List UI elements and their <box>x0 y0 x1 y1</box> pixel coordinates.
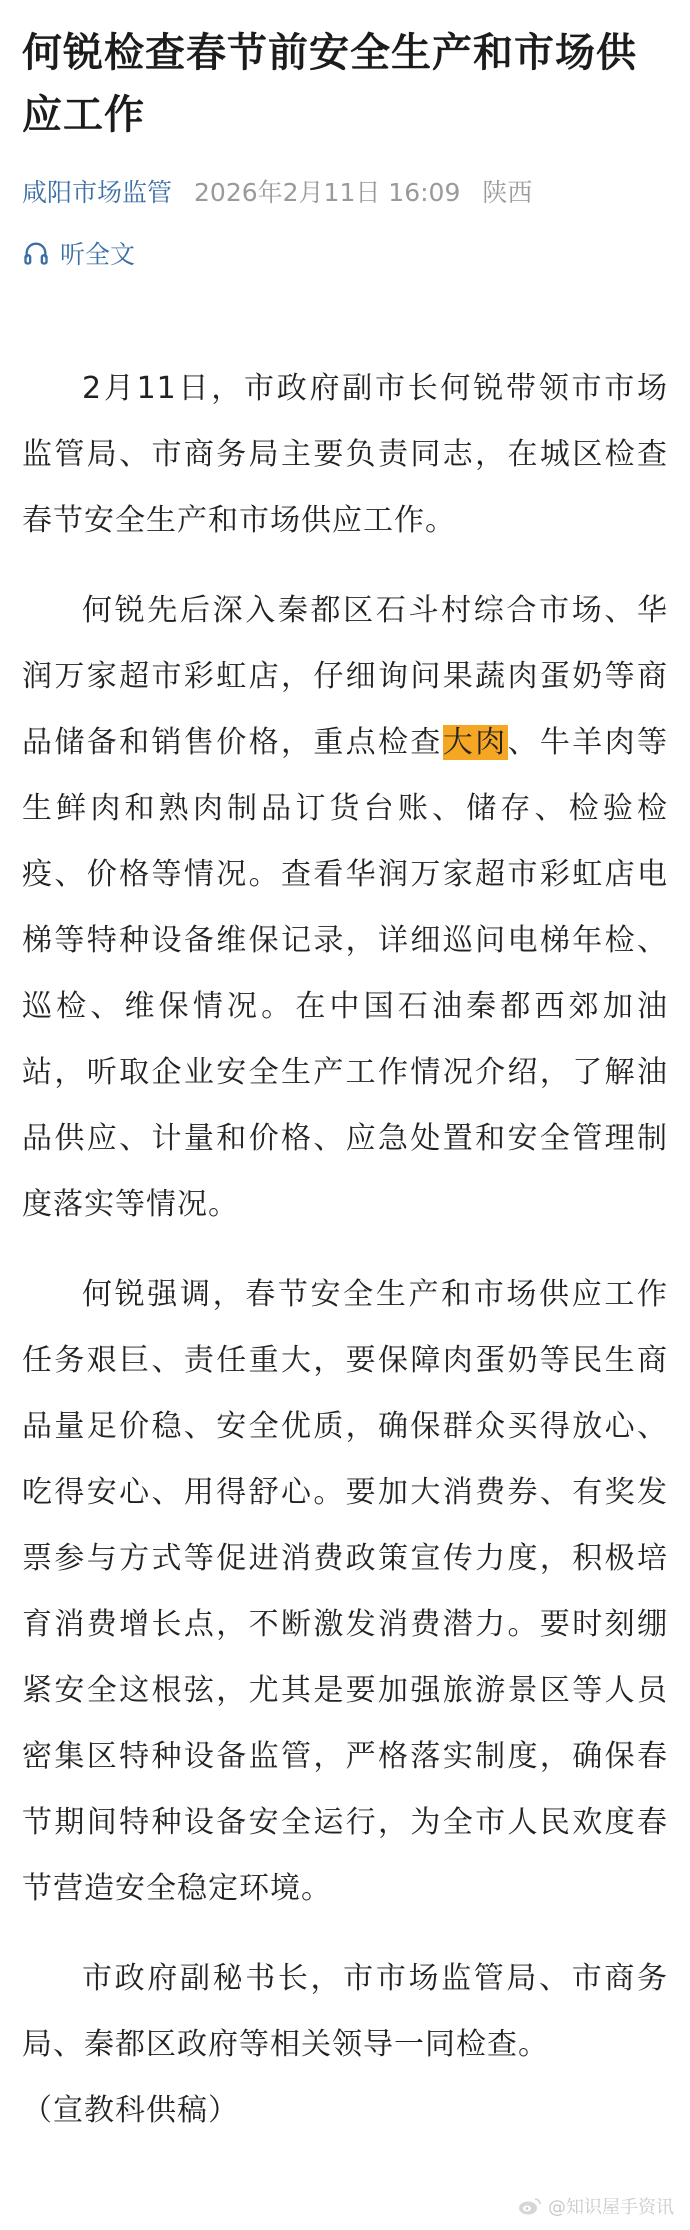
watermark-text: @知识屋手资讯 <box>548 2197 674 2218</box>
article-body <box>22 356 668 2144</box>
publish-time: 2026年2月11日 16:09 <box>194 178 461 207</box>
article-credit: （宣教科供稿） <box>22 2093 239 2128</box>
source-account-link[interactable]: 咸阳市场监管 <box>22 178 173 207</box>
article-meta <box>22 170 532 212</box>
article-title: 何锐检查春节前安全生产和市场供应工作 <box>22 30 637 138</box>
paragraph-3: 何锐强调，春节安全生产和市场供应工作任务艰巨、责任重大，要保障肉蛋奶等民生商品量足价稳、安全优质，确保群众买得放心、吃得安心、用得舒心。要加大消费券、有奖发票参与方式等促进消费政策宣传力度，积极培育消费增长点，不断激发消费潜力。要时刻绷紧安全这根弦，尤其是要加强旅游景区等人员密集区特种设备监管，严格落实制度，确保春节期间特种设备安全运行，为全市人民欢度春节营造安全稳定环境。 <box>22 1277 668 1906</box>
headphones-icon <box>22 239 50 267</box>
listen-label: 听全文 <box>60 240 136 269</box>
listen-full-text-button[interactable] <box>22 232 135 274</box>
paragraph-2-part-2: 、牛羊肉等生鲜肉和熟肉制品订货台账、储存、检验检疫、价格等情况。查看华润万家超市彩虹店电梯等特种设备维保记录，详细巡问电梯年检、巡检、维保情况。在中国石油秦都西郊加油站，听取企业安全生产工作情况介绍，了解油品供应、计量和价格、应急处置和安全管理制度落实等情况。 <box>22 725 669 1222</box>
publish-region: 陕西 <box>482 178 533 207</box>
watermark <box>518 2190 674 2222</box>
highlighted-keyword[interactable]: 大肉 <box>442 725 508 760</box>
paragraph-2-part-1: 何锐先后深入秦都区石斗村综合市场、华润万家超市彩虹店，仔细询问果蔬肉蛋奶等商品储备和销售价格，重点检查 <box>22 593 668 760</box>
weibo-logo-icon <box>518 2196 542 2216</box>
paragraph-2 <box>22 578 668 1238</box>
paragraph-1: 2月11日，市政府副市长何锐带领市市场监管局、市商务局主要负责同志，在城区检查春节安全生产和市场供应工作。 <box>22 371 668 538</box>
paragraph-4: 市政府副秘书长，市市场监管局、市商务局、秦都区政府等相关领导一同检查。 <box>22 1961 668 2062</box>
